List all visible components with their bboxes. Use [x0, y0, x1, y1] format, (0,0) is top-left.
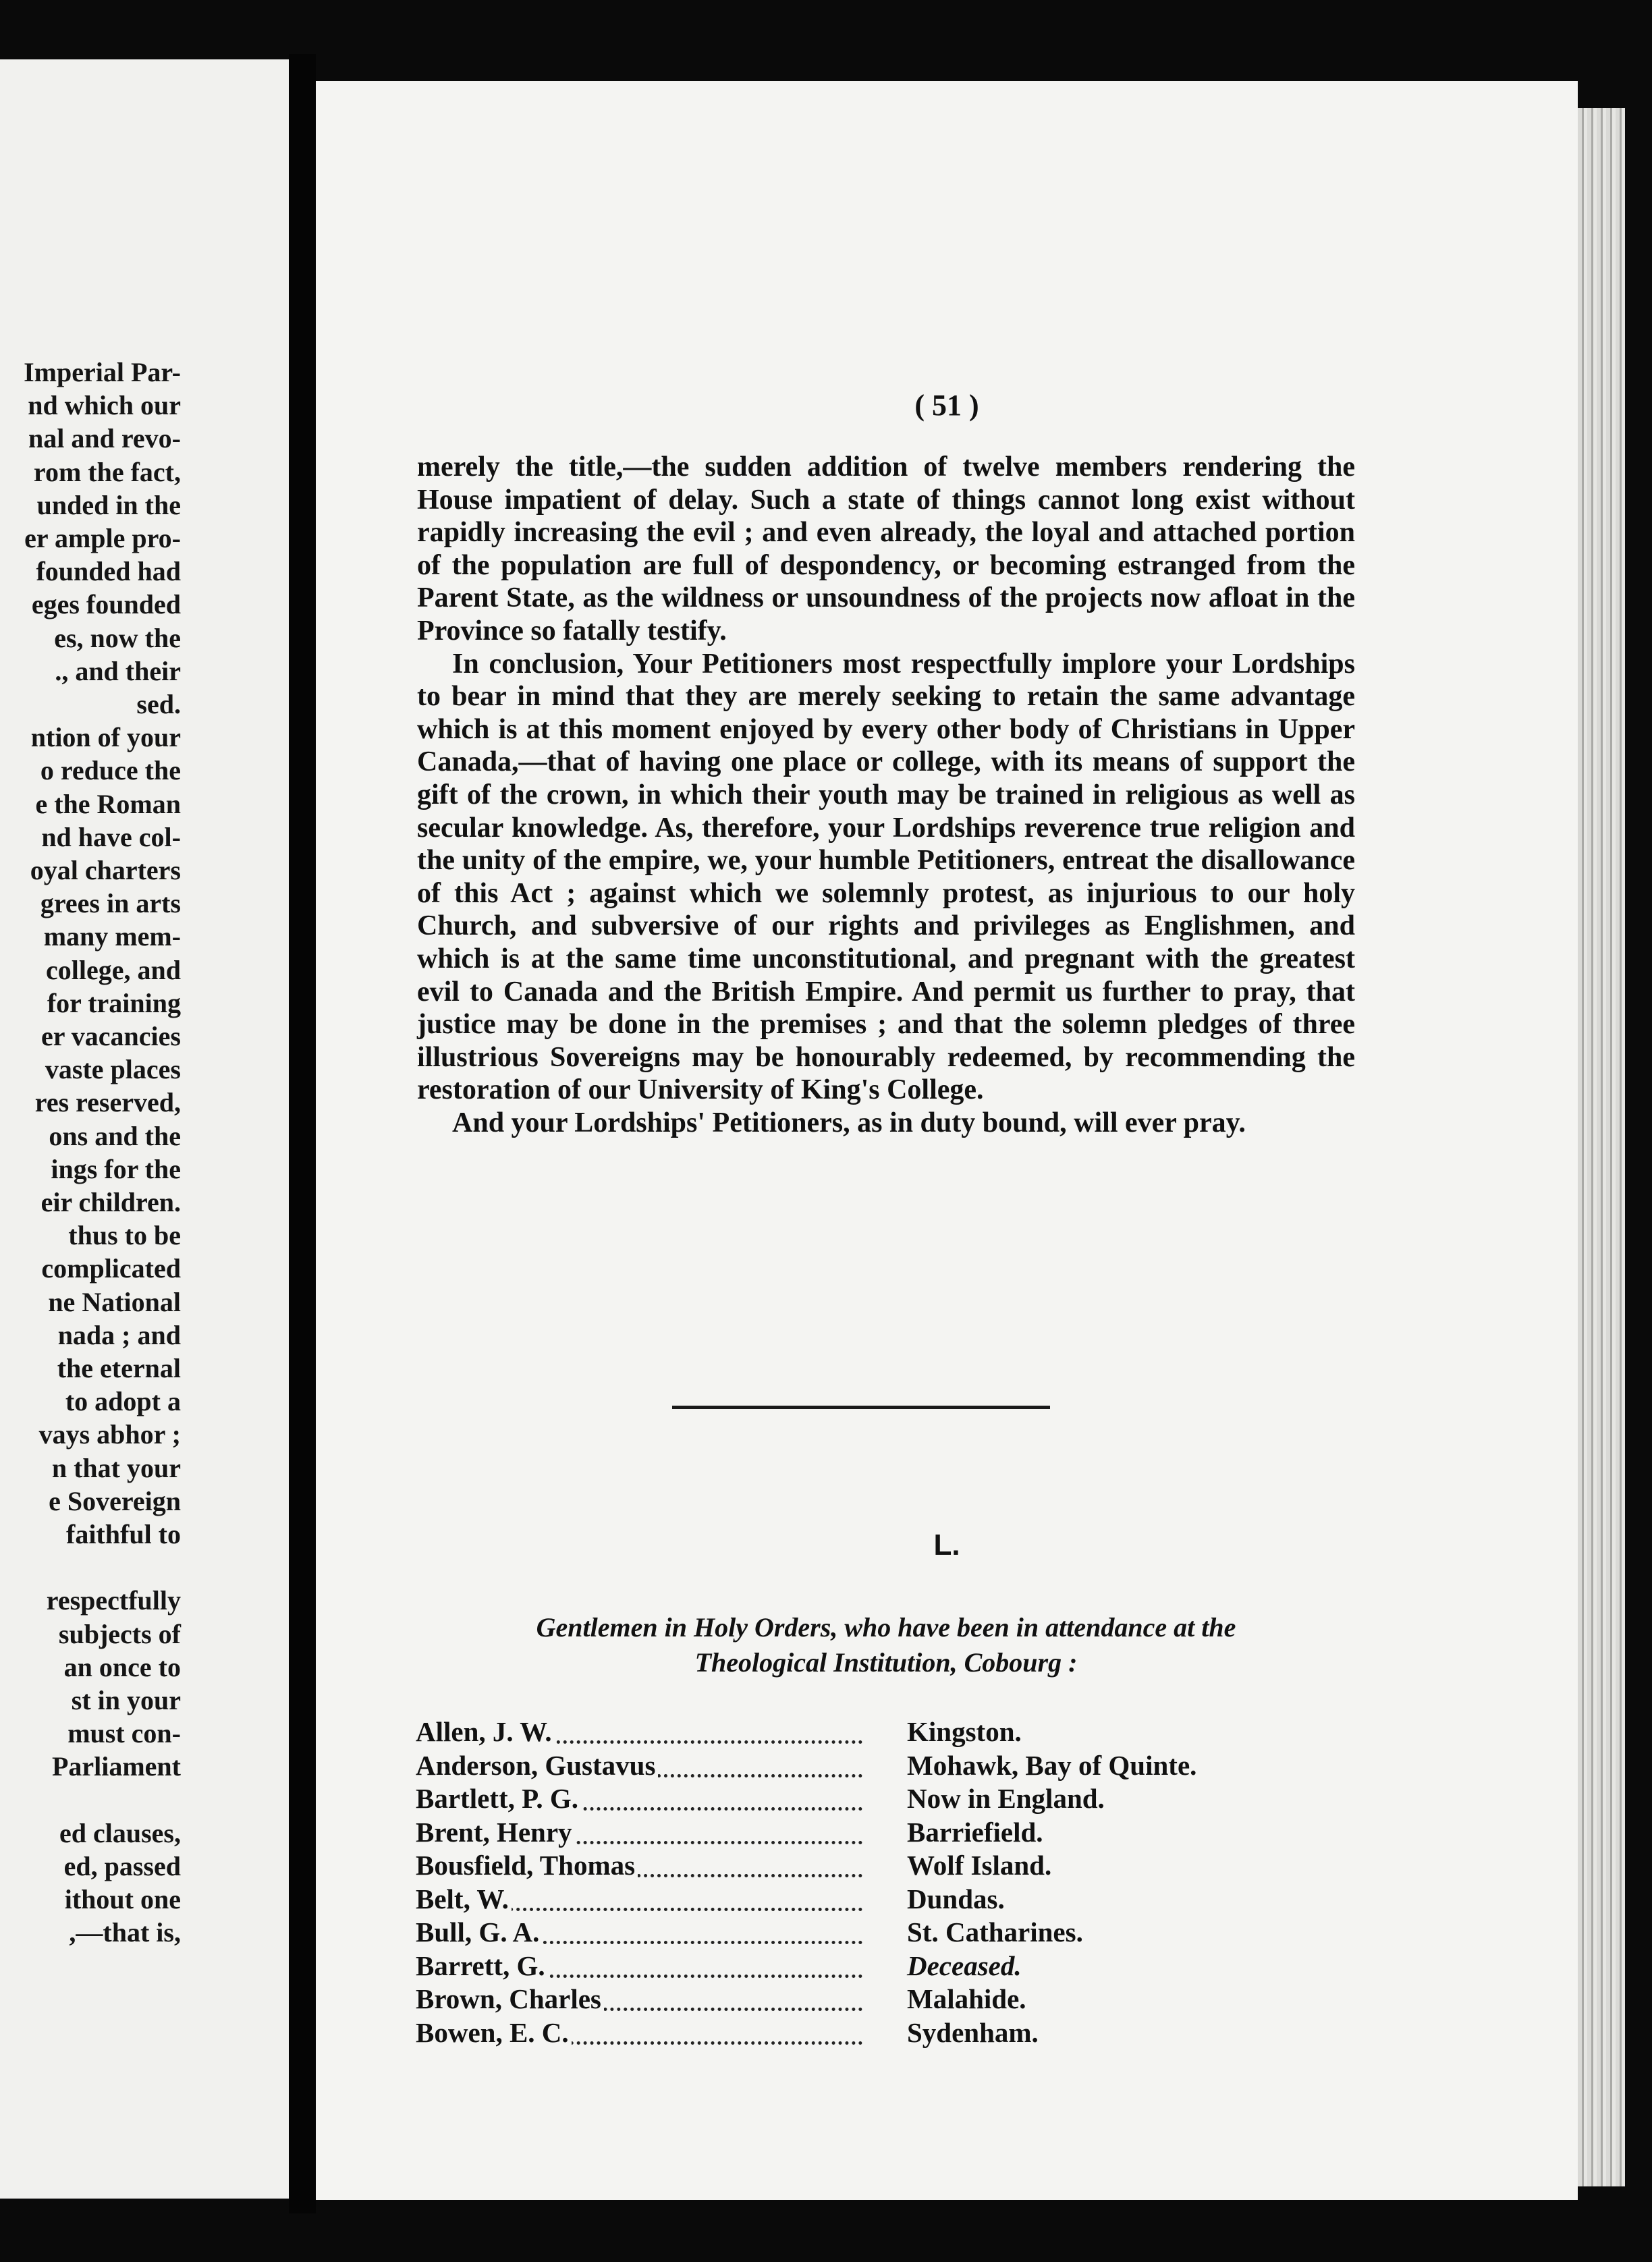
clergy-name: Brown, Charles — [416, 1983, 604, 2014]
clergy-location: Deceased. — [907, 1950, 1022, 1981]
section-divider — [672, 1406, 1050, 1409]
clergy-location: Mohawk, Bay of Quinte. — [907, 1749, 1197, 1781]
facing-page-line: Parliament — [51, 1751, 181, 1782]
clergy-name-cell — [416, 1782, 881, 1815]
clergy-name: Barrett, G. — [416, 1950, 548, 1981]
facing-page-line: Imperial Par- — [24, 357, 181, 387]
facing-page-line: thus to be — [68, 1220, 181, 1251]
clergy-name: Brent, Henry — [416, 1817, 575, 1848]
clergy-name-cell — [416, 1749, 881, 1782]
facing-page-line: for training — [47, 987, 181, 1018]
page — [316, 81, 1578, 2200]
paragraph-2: In conclusion, Your Petitioners most respectfully implore your Lordships to bear in mind that they are merely seeking to retain the same advantage which is at this moment enjoyed by every other body of Christians in Upper Canada,—that of having one place or college, with its means of support the gift of the crown, in which their youth may be trained in religious as well as secular knowledge. As, therefore, your Lordships reverence true religion and the unity of the empire, we, your humble Petitioners, entreat the disallowance of this Act ; against which we solemnly protest, as injurious to our holy Church, and subversive of our rights and privileges as Englishmen, and which is at the same time unconstitutional, and pregnant with the greatest evil to Canada and the British Empire. And permit us further to pray, that justice may be done in the premises ; and that the solemn pledges of three illustrious Sovereigns may be honourably redeemed, by recommending the restoration of our University of King's College. — [417, 648, 1355, 1106]
facing-page-line: oyal charters — [30, 855, 181, 885]
clergy-location: Malahide. — [907, 1983, 1026, 2014]
clergy-name: Belt, W. — [416, 1883, 512, 1914]
facing-page-line: to adopt a — [65, 1386, 181, 1417]
list-item — [416, 1916, 1360, 1950]
facing-page-line: ntion of your — [30, 722, 181, 753]
clergy-name: Allen, J. W. — [416, 1716, 555, 1747]
caption-line-1: Gentlemen in Holy Orders, who have been in attendance at the — [536, 1612, 1236, 1643]
clergy-name: Bull, G. A. — [416, 1916, 542, 1948]
facing-page-line: must con- — [67, 1718, 181, 1749]
caption-line-2: Theological Institution, Cobourg : — [694, 1647, 1078, 1678]
facing-page-line: respectfully — [46, 1585, 181, 1616]
facing-page-line: es, now the — [54, 622, 181, 653]
clergy-location: Now in England. — [907, 1783, 1105, 1814]
facing-page-line: nd which our — [28, 390, 181, 421]
clergy-name-cell — [416, 1715, 881, 1748]
clergy-location: Wolf Island. — [907, 1850, 1052, 1881]
facing-page-line: o reduce the — [40, 755, 181, 786]
facing-page-line: e Sovereign — [49, 1485, 181, 1516]
facing-page-line: nd have col- — [41, 821, 181, 852]
facing-page-line: st in your — [71, 1685, 181, 1715]
list-item — [416, 1849, 1360, 1883]
clergy-location: St. Catharines. — [907, 1916, 1083, 1948]
facing-page-line: er ample pro- — [24, 523, 181, 553]
clergy-name-cell — [416, 1983, 881, 2015]
facing-page-line: unded in the — [36, 489, 181, 520]
facing-page-line: vaste places — [45, 1054, 181, 1085]
clergy-location: Dundas. — [907, 1883, 1005, 1914]
facing-page-line: complicated — [41, 1253, 181, 1284]
list-item — [416, 1950, 1360, 1983]
clergy-name-cell — [416, 1816, 881, 1848]
page-edges — [1578, 108, 1625, 2186]
clergy-name-cell — [416, 2016, 881, 2049]
paragraph-1: merely the title,—the sudden addition of twelve members rendering the House impatient of delay. Such a state of things cannot long exist without rapidly increasing the evil ; and even already, the loyal and attached portion of the population are full of despondency, or becoming estranged from the Parent State, as the wildness or unsoundness of the projects now afloat in the Province so fatally testify. — [417, 451, 1355, 646]
facing-page-line: many mem- — [43, 921, 181, 952]
section-heading: L. — [933, 1528, 960, 1562]
clergy-location: Kingston. — [907, 1716, 1022, 1747]
clergy-name-cell — [416, 1916, 881, 1948]
clergy-list — [416, 1715, 1360, 2049]
facing-page-line: rom the fact, — [33, 456, 181, 487]
clergy-name-cell — [416, 1883, 881, 1915]
facing-page-line: nada ; and — [57, 1319, 181, 1350]
facing-page-line: ed clauses, — [59, 1817, 181, 1848]
list-item — [416, 2016, 1360, 2050]
facing-page-line: eges founded — [31, 589, 181, 620]
facing-page-line: ,—that is, — [69, 1917, 181, 1948]
facing-page-line: er vacancies — [41, 1021, 181, 1051]
list-item — [416, 1883, 1360, 1916]
facing-page-line: ne National — [48, 1286, 181, 1317]
facing-page-line: the eternal — [57, 1353, 181, 1383]
clergy-location: Barriefield. — [907, 1816, 1043, 1848]
facing-page-line: ed, passed — [63, 1851, 181, 1881]
book-gutter — [289, 54, 316, 2213]
clergy-name: Anderson, Gustavus — [416, 1750, 658, 1781]
facing-page-line: eir children. — [40, 1187, 181, 1217]
petition-text — [417, 451, 1355, 1139]
list-item — [416, 1816, 1360, 1850]
list-caption — [417, 1610, 1355, 1680]
facing-page-line: res reserved, — [34, 1087, 181, 1118]
facing-page-line: e the Roman — [35, 788, 181, 819]
facing-page-line: n that your — [51, 1452, 181, 1483]
clergy-name-cell — [416, 1849, 881, 1881]
clergy-name: Bowen, E. C. — [416, 2017, 572, 2048]
facing-page-line: founded had — [36, 556, 181, 587]
list-item — [416, 1749, 1360, 1783]
paragraph-3: And your Lordships' Petitioners, as in duty bound, will ever pray. — [452, 1107, 1246, 1138]
facing-page-line: subjects of — [58, 1618, 181, 1649]
facing-page-line: ., and their — [55, 655, 181, 686]
facing-page-line: ings for the — [51, 1153, 181, 1184]
facing-page-line: an once to — [63, 1651, 181, 1682]
list-item — [416, 1983, 1360, 2016]
list-item — [416, 1782, 1360, 1816]
facing-page-line: ithout one — [64, 1884, 181, 1915]
clergy-name: Bartlett, P. G. — [416, 1783, 581, 1814]
clergy-name: Bousfield, Thomas — [416, 1850, 638, 1881]
facing-page-line: sed. — [136, 689, 181, 719]
clergy-name-cell — [416, 1950, 881, 1982]
page-number: ( 51 ) — [914, 389, 979, 422]
list-item — [416, 1715, 1360, 1749]
facing-page-line: college, and — [46, 954, 181, 985]
facing-page-fragment — [0, 59, 289, 2199]
clergy-location: Sydenham. — [907, 2016, 1039, 2048]
facing-page-line: grees in arts — [40, 888, 181, 919]
facing-page-line: ons and the — [49, 1120, 181, 1151]
facing-page-line: nal and revo- — [28, 423, 181, 454]
facing-page-line: vays abhor ; — [38, 1419, 181, 1450]
facing-page-line: faithful to — [66, 1519, 181, 1549]
